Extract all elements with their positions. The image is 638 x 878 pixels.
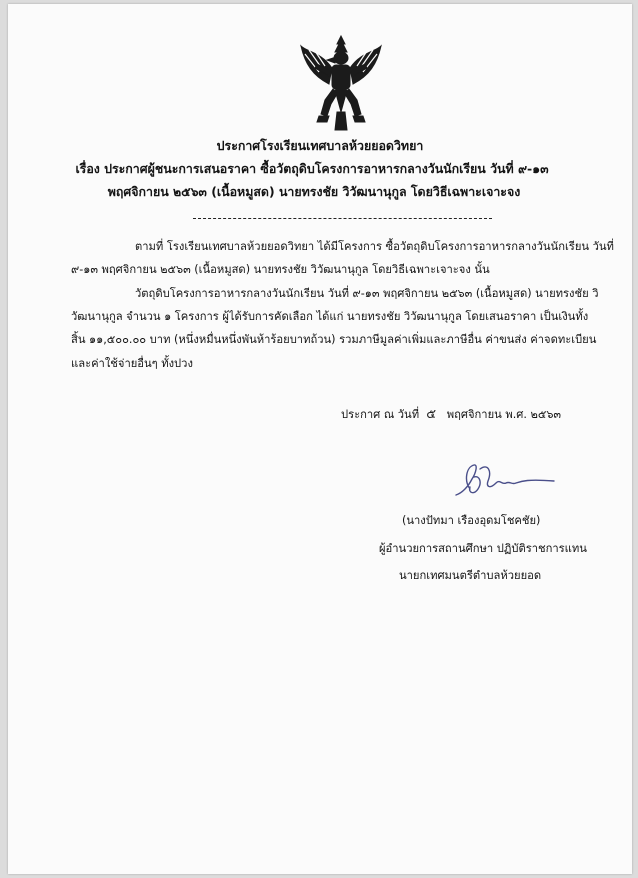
announcement-date: [341, 407, 561, 423]
body-paragraph-line: ๙-๑๓ พฤศจิกายน ๒๕๖๓ (เนื้อหมูสด) นายทรงชัย วิวัฒนานุกูล โดยวิธีเฉพาะเจาะจง นั้น: [71, 263, 490, 276]
separator-line: [193, 218, 492, 219]
body-paragraph-line: วัตถุดิบโครงการอาหารกลางวันนักเรียน วันที่ ๙-๑๓ พฤศจิกายน ๒๕๖๓ (เนื้อหมูสด) นายทรงชัย วิ: [135, 287, 599, 300]
signer-authority: นายกเทศมนตรีตำบลห้วยยอด: [399, 569, 542, 582]
announcement-date-suffix: พฤศจิกายน พ.ศ. ๒๕๖๓: [446, 408, 562, 421]
document-page: [8, 4, 632, 874]
body-paragraph-line: วัฒนานุกูล จำนวน ๑ โครงการ ผู้ได้รับการคัดเลือก ได้แก่ นายทรงชัย วิวัฒนานุกูล โดยเสนอราคา เป็นเงินทั้ง: [71, 310, 589, 323]
document-subject: เรื่อง ประกาศผู้ชนะการเสนอราคา ซื้อวัตถุดิบโครงการอาหารกลางวันนักเรียน วันที่ ๙-๑๓: [75, 161, 549, 176]
body-paragraph-line: และค่าใช้จ่ายอื่นๆ ทั้งปวง: [71, 357, 193, 370]
document-subject-continued: พฤศจิกายน ๒๕๖๓ (เนื้อหมูสด) นายทรงชัย วิวัฒนานุกูล โดยวิธีเฉพาะเจาะจง: [107, 184, 521, 199]
signer-position: ผู้อำนวยการสถานศึกษา ปฏิบัติราชการแทน: [379, 542, 587, 555]
garuda-emblem-icon: [299, 34, 383, 132]
announcement-date-prefix: ประกาศ ณ วันที่: [341, 408, 420, 421]
body-paragraph-line: ตามที่ โรงเรียนเทศบาลห้วยยอดวิทยา ได้มีโครงการ ซื้อวัตถุดิบโครงการอาหารกลางวันนักเรียน วันที่: [135, 240, 614, 253]
signer-name: (นางปัทมา เรืองอุดมโชคชัย): [402, 514, 541, 527]
signature-image: [444, 459, 556, 501]
announcement-day: ๕: [426, 407, 437, 422]
body-paragraph-line: สิ้น ๑๑,๕๐๐.๐๐ บาท (หนึ่งหมื่นหนึ่งพันห้าร้อยบาทถ้วน) รวมภาษีมูลค่าเพิ่มและภาษีอื่น ค่าขนส่ง ค่าจดทะเบียน: [71, 333, 597, 346]
document-title: ประกาศโรงเรียนเทศบาลห้วยยอดวิทยา: [216, 138, 424, 153]
